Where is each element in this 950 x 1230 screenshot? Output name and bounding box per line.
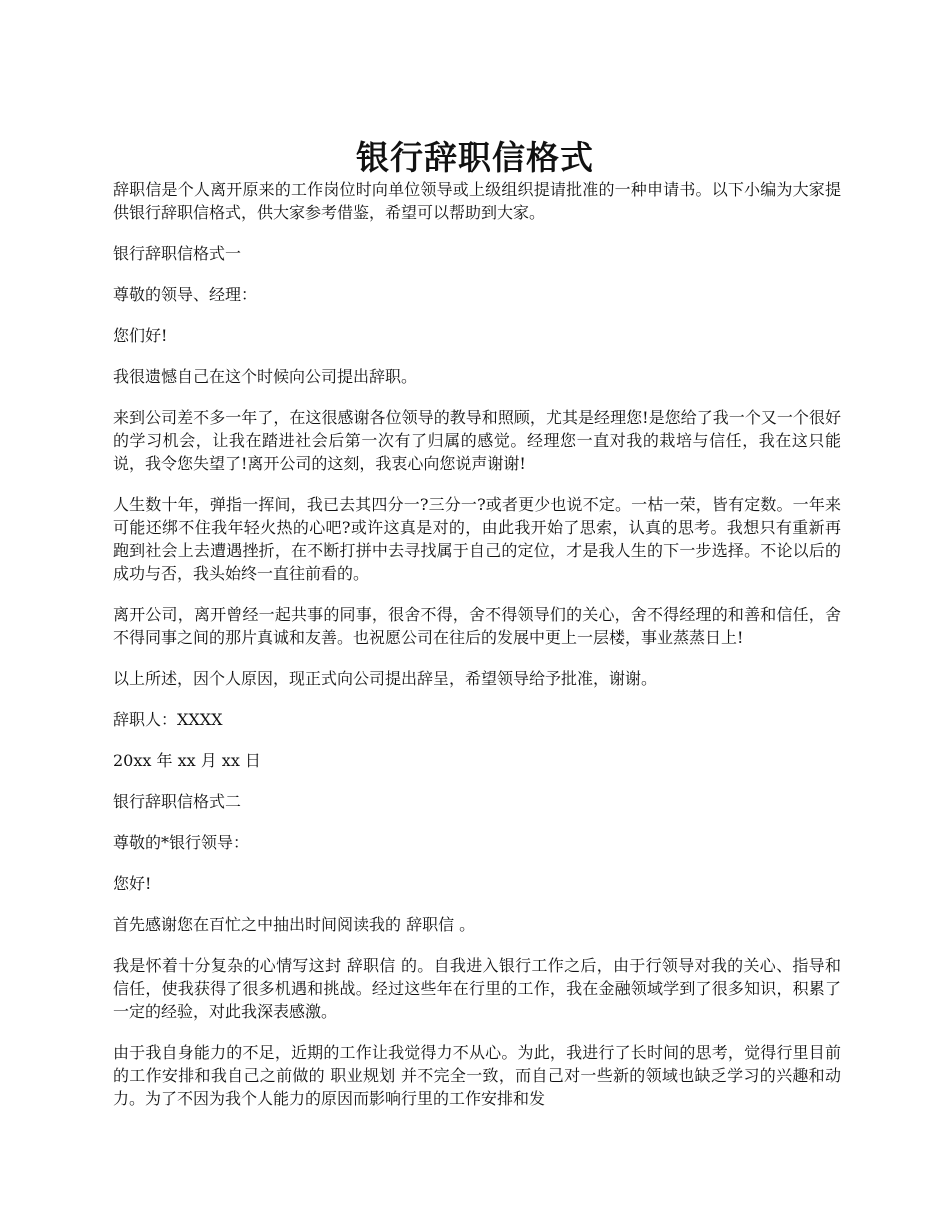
section-heading-two: 银行辞职信格式二 [113, 792, 242, 811]
date-line: 20xx 年 xx 月 xx 日 [113, 751, 261, 770]
document-title: 银行辞职信格式 [356, 138, 594, 178]
body-paragraph: 以上所述，因个人原因，现正式向公司提出辞呈，希望领导给予批准，谢谢。 [113, 669, 658, 688]
body-paragraph: 人生数十年，弹指一挥间，我已去其四分一?三分一?或者更少也说不定。一枯一荣，皆有定数。一年来可能还绑不住我年轻火热的心吧?或许这真是对的，由此我开始了思索，认真的思考。我想只有重新再跑到社会上去遭遇挫折，在不断打拼中去寻找属于自己的定位，才是我人生的下一步选择。不论以后的成功与否，我头始终一直往前看的。 [113, 495, 841, 583]
greeting: 您好! [113, 874, 152, 893]
body-paragraph: 我很遗憾自己在这个时候向公司提出辞职。 [113, 367, 418, 386]
document-body [113, 178, 841, 1128]
body-paragraph: 来到公司差不多一年了，在这很感谢各位领导的教导和照顾，尤其是经理您!是您给了我一个又一个很好的学习机会，让我在踏进社会后第一次有了归属的感觉。经理您一直对我的栽培与信任，我在这只能说，我令您失望了!离开公司的这刻，我衷心向您说声谢谢! [113, 408, 841, 473]
body-paragraph: 由于我自身能力的不足，近期的工作让我觉得力不从心。为此，我进行了长时间的思考，觉得行里目前的工作安排和我自己之前做的 职业规划 并不完全一致，而自己对一些新的领域也缺乏学习的兴趣和动力。为了不因为我个人能力的原因而影响行里的工作安排和发 [113, 1043, 841, 1108]
signature-line: 辞职人：XXXX [113, 710, 223, 729]
intro-paragraph: 辞职信是个人离开原来的工作岗位时向单位领导或上级组织提请批准的一种申请书。以下小编为大家提供银行辞职信格式，供大家参考借鉴，希望可以帮助到大家。 [113, 180, 841, 222]
section-heading-one: 银行辞职信格式一 [113, 244, 242, 263]
body-paragraph: 我是怀着十分复杂的心情写这封 辞职信 的。自我进入银行工作之后，由于行领导对我的关心、指导和信任，使我获得了很多机遇和挑战。经过这些年在行里的工作，我在金融领域学到了很多知识，积累了一定的经验，对此我深表感激。 [113, 956, 841, 1021]
salutation: 尊敬的*银行领导： [113, 833, 250, 852]
body-paragraph: 首先感谢您在百忙之中抽出时间阅读我的 辞职信 。 [113, 915, 476, 934]
salutation: 尊敬的领导、经理： [113, 285, 258, 304]
greeting: 您们好! [113, 326, 168, 345]
body-paragraph: 离开公司，离开曾经一起共事的同事，很舍不得，舍不得领导们的关心，舍不得经理的和善和信任，舍不得同事之间的那片真诚和友善。也祝愿公司在往后的发展中更上一层楼，事业蒸蒸日上! [113, 605, 841, 647]
